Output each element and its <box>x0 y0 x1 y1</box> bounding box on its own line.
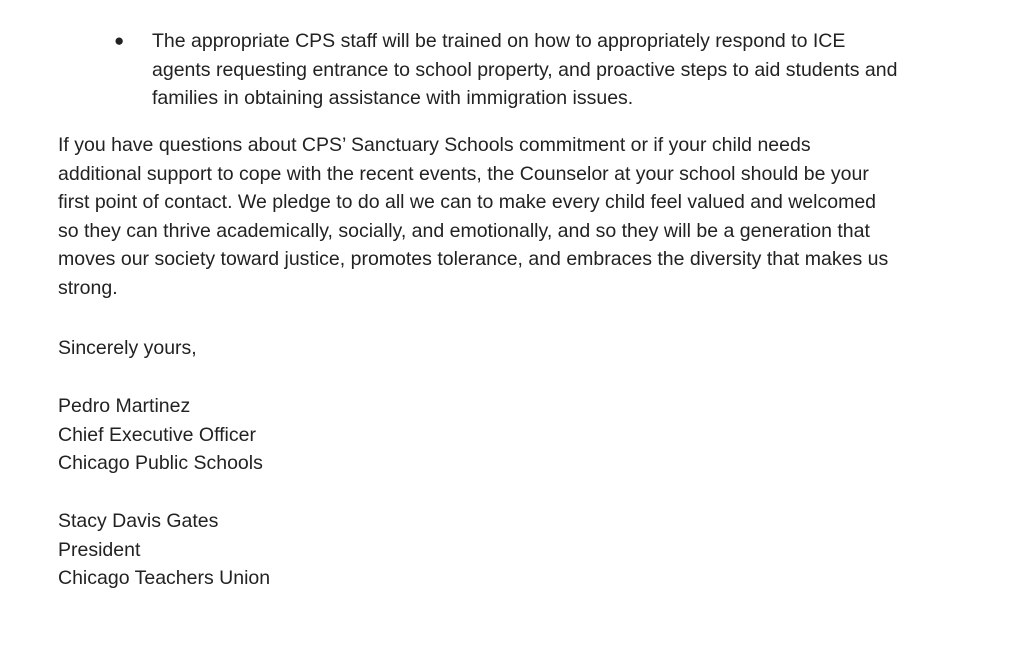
signatory-org: Chicago Teachers Union <box>58 567 271 589</box>
signatory-org: Chicago Public Schools <box>58 452 263 474</box>
text-line: If you have questions about CPS’ Sanctuary Schools commitment or if your child needs <box>58 134 811 156</box>
text-line: strong. <box>58 276 118 299</box>
closing: Sincerely yours, <box>58 337 197 359</box>
text-line: families in obtaining assistance with immigration issues. <box>152 87 634 109</box>
signatory-title: President <box>58 538 141 561</box>
text-line: agents requesting entrance to school property, and proactive steps to aid students and <box>152 58 898 81</box>
text-line: first point of contact. We pledge to do all we can to make every child feel valued and welcomed <box>58 191 877 213</box>
signature-block-2 <box>58 507 270 593</box>
text-line: The appropriate CPS staff will be trained on how to appropriately respond to ICE <box>152 30 846 52</box>
body-paragraph <box>58 131 888 302</box>
signature-block-1 <box>58 392 263 478</box>
text-line: so they can thrive academically, socially, and emotionally, and so they will be a generation that <box>58 219 870 242</box>
text-line: additional support to cope with the recent events, the Counselor at your school should be your <box>58 162 869 185</box>
signatory-name: Pedro Martinez <box>58 395 191 417</box>
text-line: moves our society toward justice, promotes tolerance, and embraces the diversity that makes us <box>58 248 889 270</box>
signatory-name: Stacy Davis Gates <box>58 510 219 532</box>
signatory-title: Chief Executive Officer <box>58 423 256 446</box>
bullet-icon: ● <box>114 31 125 50</box>
bullet-item <box>152 27 897 113</box>
